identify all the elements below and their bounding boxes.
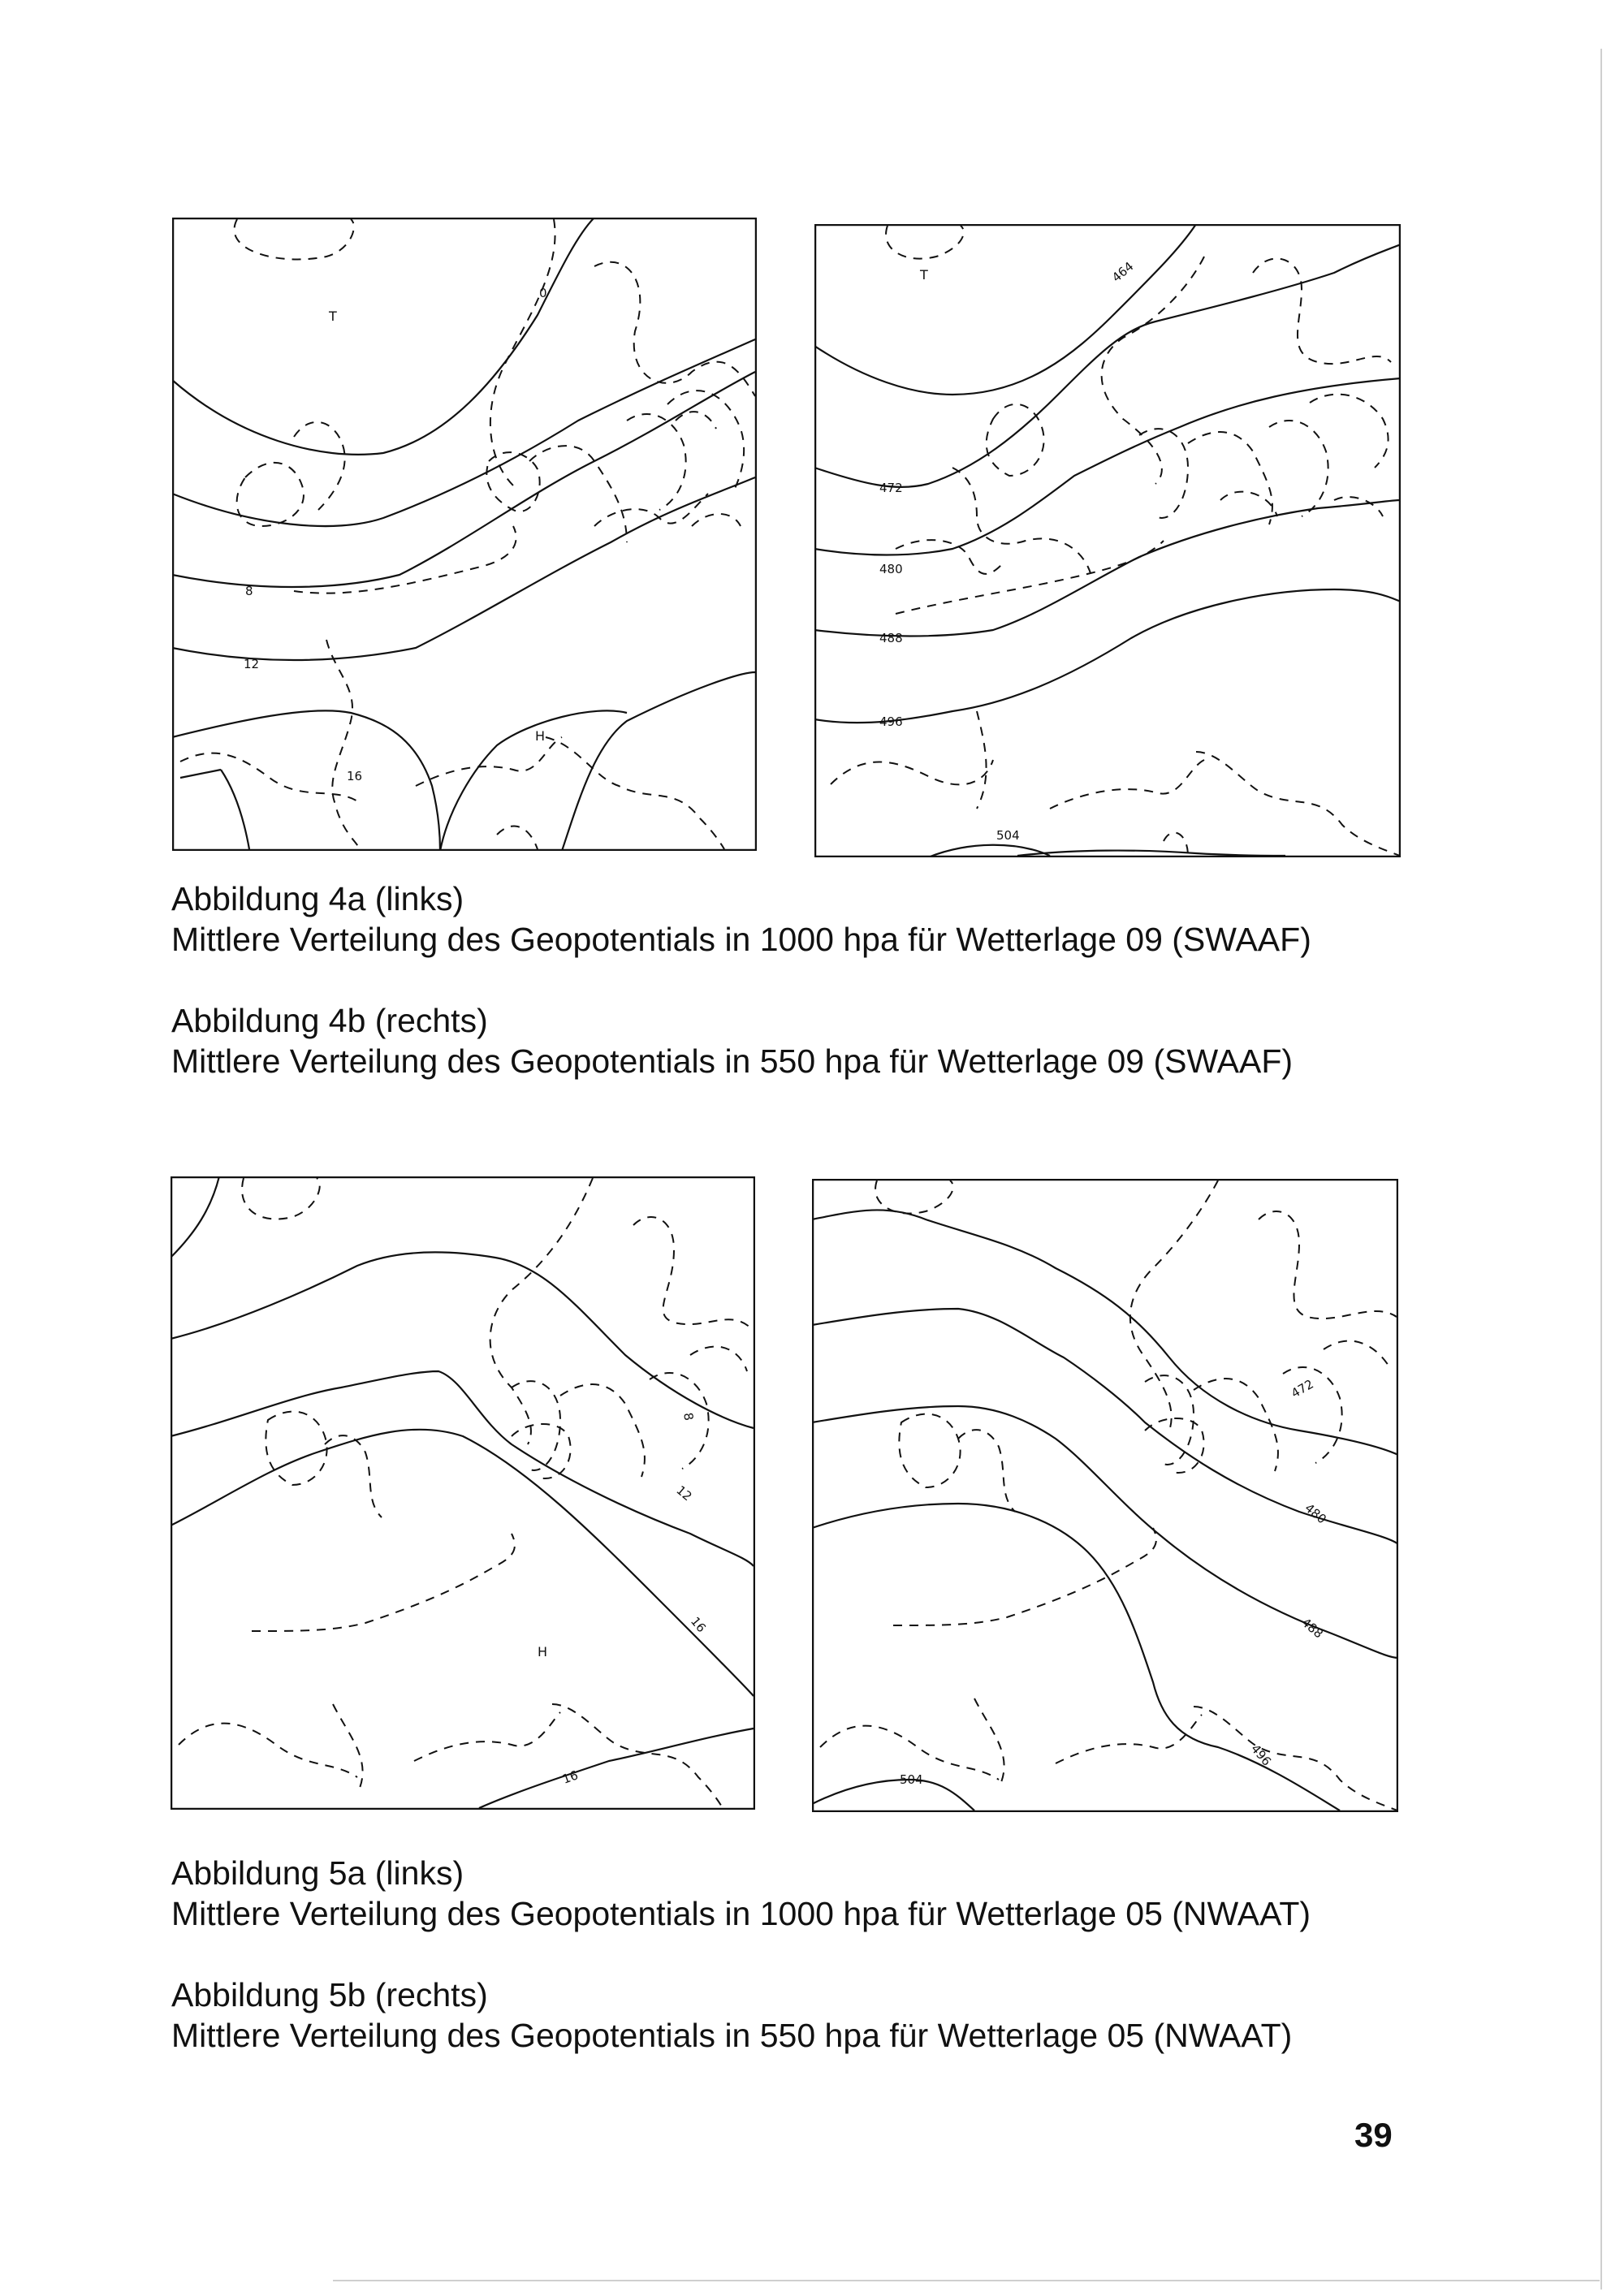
contour-label-12: 12 — [673, 1482, 695, 1504]
contour-label-496: 496 — [879, 714, 903, 729]
contour-label-0: 0 — [539, 286, 547, 300]
caption-5b-title: Abbildung 5b (rechts) — [171, 1976, 488, 2013]
map-frame — [173, 218, 756, 850]
caption-5a-title: Abbildung 5a (links) — [171, 1854, 464, 1892]
scan-edge-right — [1600, 49, 1602, 2290]
page-number: 39 — [1354, 2116, 1393, 2154]
contour-label-8: 8 — [245, 584, 253, 598]
figure-5a-map — [171, 1176, 755, 1810]
contour-label-488: 488 — [879, 631, 903, 645]
low-pressure-symbol: T — [329, 309, 337, 324]
high-pressure-symbol: H — [535, 728, 546, 744]
contour-label-12: 12 — [244, 657, 260, 671]
contour-label-472: 472 — [879, 481, 903, 495]
caption-4b-title: Abbildung 4b (rechts) — [171, 1002, 488, 1039]
contour-label-488: 488 — [1298, 1615, 1326, 1642]
map-frame — [171, 1177, 754, 1809]
contour-label-496: 496 — [1247, 1741, 1275, 1769]
high-pressure-symbol: H — [538, 1644, 548, 1659]
contour-label-464: 464 — [1109, 258, 1137, 286]
figure-4b-map — [814, 224, 1401, 857]
map-frame — [813, 1180, 1397, 1811]
figure-4-captions — [171, 878, 1311, 1081]
contour-label-16: 16 — [347, 769, 363, 783]
contour-label-480: 480 — [879, 562, 903, 576]
contour-label-16: 16 — [687, 1614, 709, 1636]
contour-label-8: 8 — [680, 1411, 697, 1422]
contour-label-504: 504 — [996, 828, 1020, 843]
figure-5-captions — [171, 1853, 1311, 2056]
caption-5b-description: Mittlere Verteilung des Geopotentials in 550 hpa für Wetterlage 05 (NWAAT) — [171, 2017, 1293, 2054]
contour-label-480: 480 — [1302, 1500, 1329, 1527]
caption-4a-title: Abbildung 4a (links) — [171, 880, 464, 917]
figure-4a-map — [172, 218, 757, 851]
caption-4a-description: Mittlere Verteilung des Geopotentials in 1000 hpa für Wetterlage 09 (SWAAF) — [171, 921, 1311, 958]
contour-label-504: 504 — [900, 1772, 923, 1787]
caption-5a-description: Mittlere Verteilung des Geopotentials in 1000 hpa für Wetterlage 05 (NWAAT) — [171, 1895, 1311, 1932]
contour-label-472: 472 — [1289, 1376, 1316, 1401]
contour-label-16-south: 16 — [560, 1767, 581, 1787]
figure-5b-map — [812, 1179, 1398, 1812]
low-pressure-symbol: T — [920, 267, 928, 283]
caption-4b-description: Mittlere Verteilung des Geopotentials in 550 hpa für Wetterlage 09 (SWAAF) — [171, 1042, 1294, 1080]
scan-edge-bottom — [333, 2280, 1600, 2281]
